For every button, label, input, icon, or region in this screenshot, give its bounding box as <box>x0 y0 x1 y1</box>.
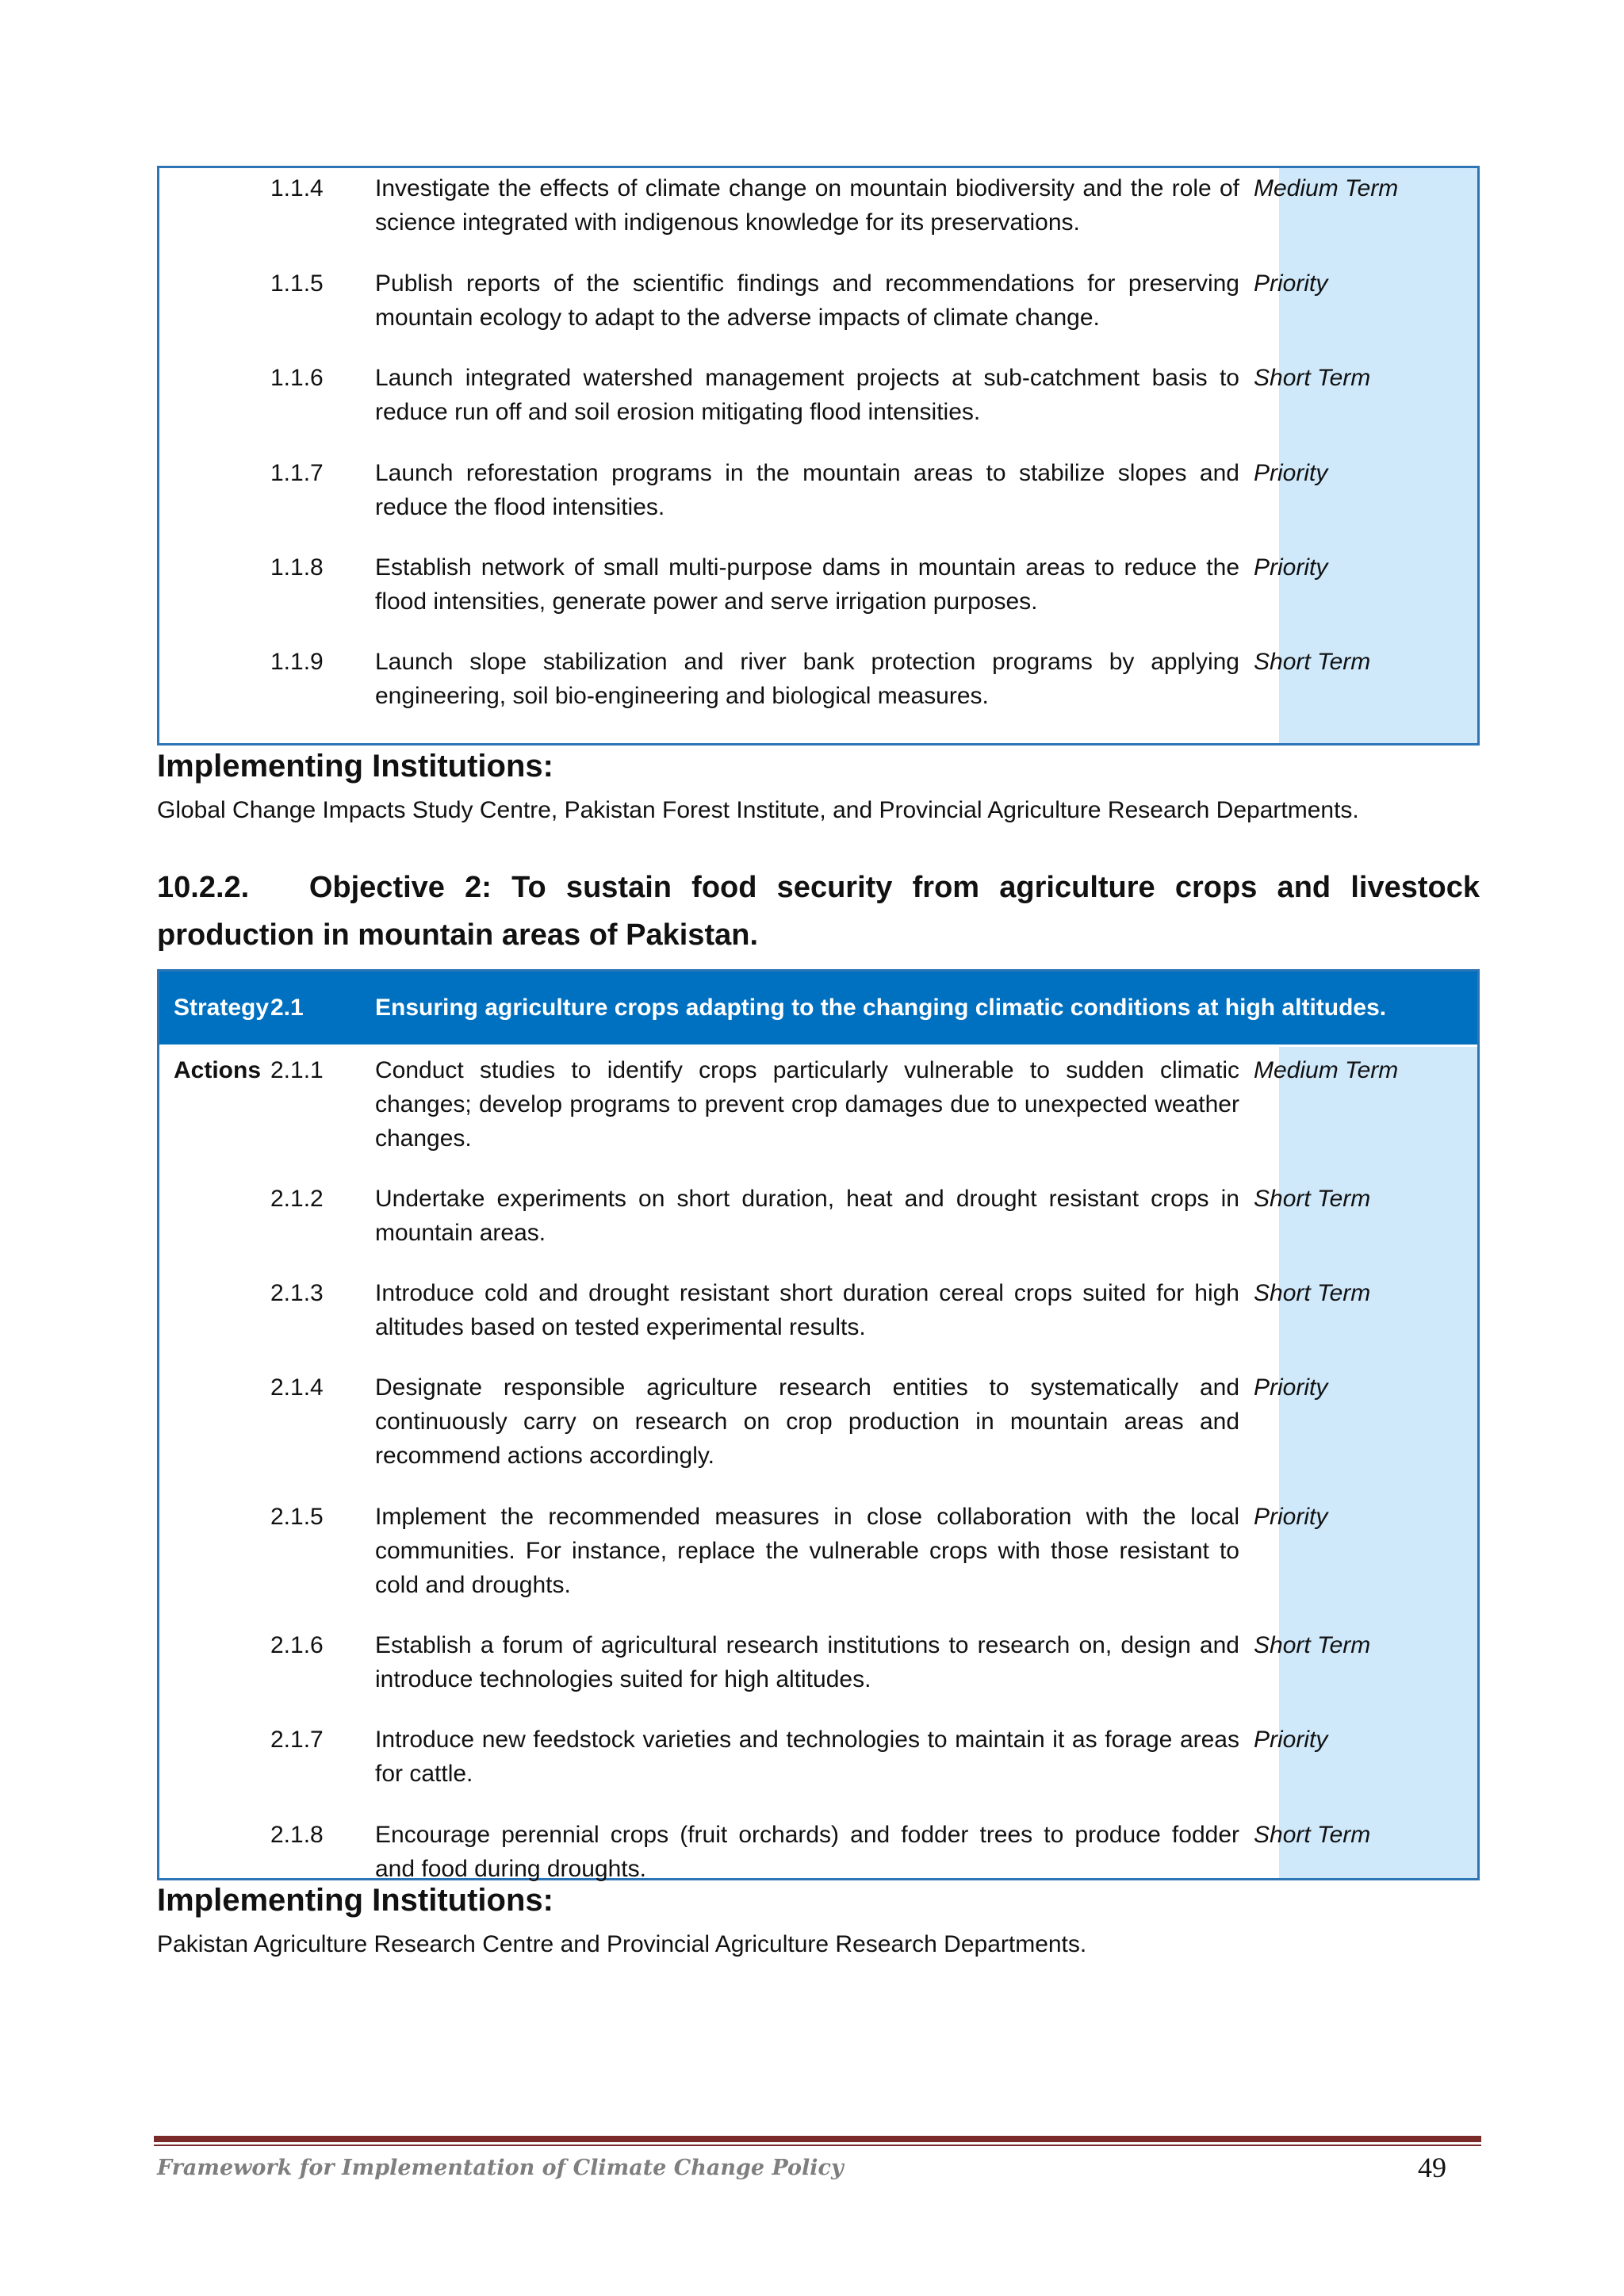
action-term: Priority <box>1254 1727 1328 1753</box>
action-text: Publish reports of the scientific findings and recommendations for preserving mountain ecology to adapt to the adverse impacts of climate change. <box>375 270 1239 331</box>
action-number: 2.1.5 <box>270 1504 324 1530</box>
action-term: Priority <box>1254 1374 1328 1401</box>
objective-heading <box>157 864 1480 959</box>
action-number: 1.1.6 <box>270 365 324 391</box>
implementing-institutions-heading: Implementing Institutions: <box>157 1883 553 1918</box>
action-term: Short Term <box>1254 649 1371 675</box>
action-text: Conduct studies to identify crops particularly vulnerable to sudden climatic changes; develop programs to prevent crop damages due to unexpected weather changes. <box>375 1057 1239 1152</box>
objective-title: Objective 2: To sustain food security from agriculture crops and livestock production in mountain areas of Pakistan. <box>157 871 1480 952</box>
table-row <box>159 1053 1438 1156</box>
objective-number: 10.2.2. <box>157 871 250 904</box>
table-row <box>159 1370 1438 1473</box>
action-number: 1.1.7 <box>270 460 324 486</box>
action-term: Priority <box>1254 460 1328 486</box>
table-row <box>159 645 1438 713</box>
action-term: Medium Term <box>1254 175 1399 201</box>
action-text: Establish a forum of agricultural research institutions to research on, design and introduce technologies suited for high altitudes. <box>375 1632 1239 1692</box>
implementing-institutions-text: Global Change Impacts Study Centre, Pakistan Forest Institute, and Provincial Agriculture Research Departments. <box>157 797 1359 823</box>
table-row <box>159 171 1438 240</box>
action-text: Launch slope stabilization and river bank protection programs by applying engineering, soil bio-engineering and biological measures. <box>375 649 1239 709</box>
action-number: 2.1.1 <box>270 1057 324 1083</box>
implementing-institutions-heading: Implementing Institutions: <box>157 749 553 784</box>
actions-label: Actions <box>174 1057 262 1083</box>
actions-table-objective-1 <box>157 166 1480 746</box>
action-number: 1.1.8 <box>270 554 324 581</box>
action-text: Launch integrated watershed management projects at sub-catchment basis to reduce run off and soil erosion mitigating flood intensities. <box>375 365 1239 425</box>
action-text: Undertake experiments on short duration, heat and drought resistant crops in mountain areas. <box>375 1186 1239 1246</box>
strategy-number: 2.1 <box>270 995 304 1021</box>
footer-divider <box>154 2136 1481 2142</box>
table-row <box>159 361 1438 429</box>
table-row <box>159 1182 1438 1250</box>
page-number: 49 <box>1418 2152 1446 2183</box>
table-row <box>159 1818 1438 1886</box>
action-text: Establish network of small multi-purpose dams in mountain areas to reduce the flood intensities, generate power and serve irrigation purposes. <box>375 554 1239 615</box>
footer-divider-thin <box>154 2145 1481 2146</box>
action-number: 2.1.8 <box>270 1822 324 1848</box>
action-text: Launch reforestation programs in the mountain areas to stabilize slopes and reduce the flood intensities. <box>375 460 1239 520</box>
action-text: Introduce cold and drought resistant short duration cereal crops suited for high altitudes based on tested experimental results. <box>375 1280 1239 1340</box>
actions-table-objective-2 <box>157 969 1480 1880</box>
footer-document-title: Framework for Implementation of Climate Change Policy <box>157 2156 844 2180</box>
action-term: Short Term <box>1254 365 1371 391</box>
action-number: 1.1.9 <box>270 649 324 675</box>
table-row <box>159 1723 1438 1791</box>
action-term: Short Term <box>1254 1186 1371 1212</box>
action-term: Medium Term <box>1254 1057 1399 1083</box>
action-text: Introduce new feedstock varieties and technologies to maintain it as forage areas for cattle. <box>375 1727 1239 1787</box>
action-text: Investigate the effects of climate change on mountain biodiversity and the role of science integrated with indigenous knowledge for its preservations. <box>375 175 1239 236</box>
table-row <box>159 1276 1438 1344</box>
table-row <box>159 1628 1438 1696</box>
strategy-label: Strategy <box>174 995 270 1021</box>
table-row <box>159 550 1438 619</box>
action-text: Encourage perennial crops (fruit orchards) and fodder trees to produce fodder and food during droughts. <box>375 1822 1239 1882</box>
action-number: 1.1.5 <box>270 270 324 297</box>
table-row <box>159 1500 1438 1602</box>
action-number: 2.1.3 <box>270 1280 324 1306</box>
strategy-text: Ensuring agriculture crops adapting to the changing climatic conditions at high altitudes. <box>375 995 1387 1021</box>
table-row <box>159 266 1438 335</box>
table-row <box>159 456 1438 524</box>
action-text: Designate responsible agriculture research entities to systematically and continuously carry on research on crop production in mountain areas and recommend actions accordingly. <box>375 1374 1239 1469</box>
action-term: Priority <box>1254 270 1328 297</box>
strategy-header-row <box>159 972 1477 1045</box>
action-term: Short Term <box>1254 1632 1371 1658</box>
action-term: Short Term <box>1254 1280 1371 1306</box>
action-number: 2.1.2 <box>270 1186 324 1212</box>
implementing-institutions-text: Pakistan Agriculture Research Centre and Provincial Agriculture Research Departments. <box>157 1931 1087 1957</box>
action-number: 1.1.4 <box>270 175 324 201</box>
action-term: Priority <box>1254 1504 1328 1530</box>
action-text: Implement the recommended measures in close collaboration with the local communities. For instance, replace the vulnerable crops with those resistant to cold and droughts. <box>375 1504 1239 1598</box>
action-term: Priority <box>1254 554 1328 581</box>
action-number: 2.1.7 <box>270 1727 324 1753</box>
action-term: Short Term <box>1254 1822 1371 1848</box>
action-number: 2.1.6 <box>270 1632 324 1658</box>
action-number: 2.1.4 <box>270 1374 324 1401</box>
